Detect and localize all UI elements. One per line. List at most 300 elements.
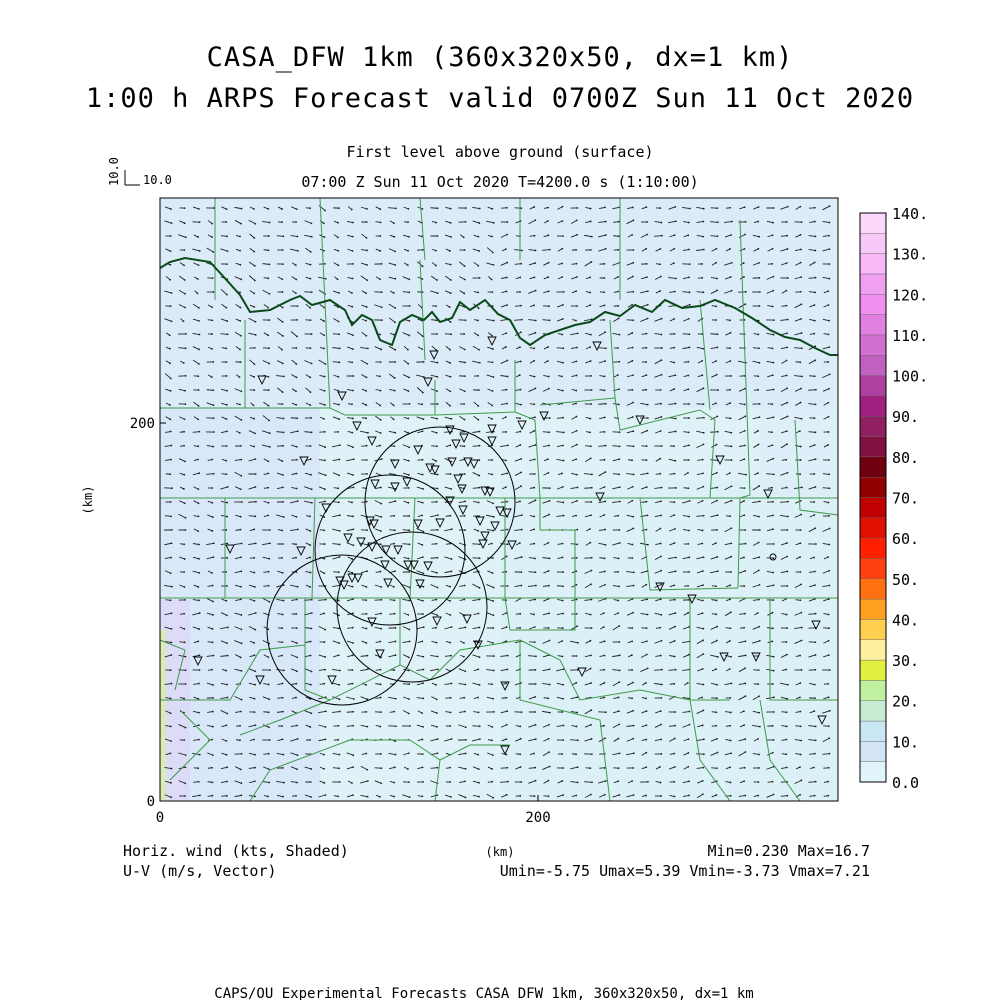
- wind-vector-head: [253, 237, 255, 239]
- wind-vector-head: [688, 459, 690, 461]
- wind-vector-head: [338, 754, 340, 756]
- wind-vector-head: [422, 766, 424, 768]
- wind-vector-head: [715, 319, 717, 321]
- wind-vector-head: [240, 223, 242, 225]
- wind-vector: [710, 222, 718, 223]
- wind-vector-head: [493, 587, 495, 589]
- wind-vector-head: [617, 600, 619, 602]
- wind-vector-head: [520, 389, 522, 391]
- shading-patch: [500, 480, 838, 800]
- wind-vector-head: [632, 416, 634, 418]
- wind-vector-head: [393, 782, 395, 784]
- wind-vector-head: [478, 222, 480, 224]
- wind-vector-head: [395, 207, 397, 209]
- wind-vector-head: [576, 625, 578, 627]
- wind-vector-head: [673, 584, 675, 586]
- wind-vector-head: [352, 446, 354, 448]
- colorbar-bin: [860, 437, 886, 457]
- wind-vector-head: [687, 234, 689, 236]
- colorbar-bin: [860, 376, 886, 396]
- wind-vector-head: [394, 278, 396, 280]
- wind-vector-head: [323, 418, 325, 420]
- wind-vector-head: [562, 304, 564, 306]
- wind-vector-head: [409, 543, 411, 545]
- wind-vector-head: [815, 781, 817, 783]
- wind-vector-head: [786, 627, 788, 629]
- wind-vector-head: [379, 571, 381, 573]
- wind-vector-head: [646, 598, 648, 600]
- wind-vector-head: [773, 696, 775, 698]
- wind-vector-head: [183, 543, 185, 545]
- wind-vector-head: [729, 697, 731, 699]
- wind-vector-head: [282, 235, 284, 237]
- wind-vector-head: [408, 558, 410, 560]
- wind-vector-head: [758, 444, 760, 446]
- wind-vector-head: [814, 641, 816, 643]
- wind-vector-head: [633, 572, 635, 574]
- wind-vector-head: [715, 360, 717, 362]
- wind-vector-head: [577, 739, 579, 741]
- wind-vector-head: [325, 726, 327, 728]
- wind-vector-head: [226, 542, 228, 544]
- wind-vector-head: [772, 515, 774, 517]
- wind-vector-head: [295, 404, 297, 406]
- wind-vector-head: [660, 753, 662, 755]
- wind-vector-head: [631, 780, 633, 782]
- wind-vector-head: [603, 277, 605, 279]
- wind-vector-head: [730, 611, 732, 613]
- wind-vector-head: [660, 543, 662, 545]
- wind-vector-head: [365, 292, 367, 294]
- wind-vector-head: [352, 544, 354, 546]
- wind-vector-head: [311, 488, 313, 490]
- wind-vector-head: [393, 543, 395, 545]
- wind-vector-head: [660, 389, 662, 391]
- wind-vector-head: [605, 248, 607, 250]
- wind-vector-head: [295, 221, 297, 223]
- wind-vector-head: [815, 277, 817, 279]
- wind-vector-head: [183, 613, 185, 615]
- wind-vector-head: [366, 445, 368, 447]
- wind-vector-head: [688, 571, 690, 573]
- wind-vector-head: [618, 458, 620, 460]
- wind-vector-head: [673, 248, 675, 250]
- wind-vector-head: [632, 544, 634, 546]
- wind-vector-head: [183, 474, 185, 476]
- wind-vector-head: [702, 500, 704, 502]
- wind-vector-head: [211, 739, 213, 741]
- wind-vector-head: [282, 767, 284, 769]
- wind-vector-head: [464, 375, 466, 377]
- wind-vector-head: [717, 570, 719, 572]
- wind-vector-head: [197, 767, 199, 769]
- wind-vector-head: [576, 584, 578, 586]
- wind-vector-head: [716, 347, 718, 349]
- wind-vector-head: [184, 207, 186, 209]
- wind-vector-head: [381, 291, 383, 293]
- wind-vector-head: [547, 360, 549, 362]
- wind-vector-head: [759, 529, 761, 531]
- wind-vector-head: [211, 767, 213, 769]
- wind-vector: [430, 208, 437, 209]
- wind-vector-head: [268, 601, 270, 603]
- wind-vector-head: [647, 290, 649, 292]
- wind-vector-head: [689, 208, 691, 210]
- wind-vector-head: [715, 262, 717, 264]
- colorbar-bin: [860, 640, 886, 660]
- wind-vector: [711, 236, 718, 237]
- wind-vector-head: [492, 600, 494, 602]
- wind-vector-head: [827, 361, 829, 363]
- wind-vector-head: [815, 458, 817, 460]
- wind-vector-head: [535, 683, 537, 685]
- wind-vector-head: [773, 711, 775, 713]
- wind-vector-head: [492, 572, 494, 574]
- wind-vector-head: [673, 781, 675, 783]
- wind-vector-head: [562, 600, 564, 602]
- wind-vector-head: [617, 249, 619, 251]
- wind-vector-head: [253, 208, 255, 210]
- wind-vector-head: [478, 459, 480, 461]
- wind-vector-head: [757, 389, 759, 391]
- wind-vector-head: [716, 640, 718, 642]
- wind-vector-head: [451, 528, 453, 530]
- wind-vector-head: [646, 459, 648, 461]
- wind-vector-head: [268, 249, 270, 251]
- wind-vector-head: [253, 642, 255, 644]
- wind-vector: [598, 446, 605, 447]
- wind-vector-head: [211, 236, 213, 238]
- wind-vector-head: [563, 515, 565, 517]
- wind-vector-head: [759, 640, 761, 642]
- wind-vector-head: [380, 683, 382, 685]
- wind-vector-head: [771, 263, 773, 265]
- wind-vector-head: [380, 503, 382, 505]
- wind-vector-head: [296, 656, 298, 658]
- wind-vector-head: [409, 320, 411, 322]
- wind-vector: [682, 292, 689, 293]
- wind-vector-head: [674, 206, 676, 208]
- wind-vector-head: [562, 318, 564, 320]
- wind-vector-head: [814, 250, 816, 252]
- wind-vector-head: [799, 473, 801, 475]
- wind-vector-head: [268, 698, 270, 700]
- wind-vector-head: [688, 431, 690, 433]
- wind-vector-head: [338, 418, 340, 420]
- wind-vector-head: [787, 319, 789, 321]
- wind-vector-head: [199, 669, 201, 671]
- wind-vector-head: [351, 669, 353, 671]
- wind-vector-head: [772, 781, 774, 783]
- wind-vector-head: [437, 488, 439, 490]
- wind-vector-head: [829, 373, 831, 375]
- wind-vector-head: [575, 682, 577, 684]
- wind-vector-head: [394, 599, 396, 601]
- wind-vector-head: [617, 515, 619, 517]
- wind-vector-head: [226, 263, 228, 265]
- wind-vector-head: [183, 249, 185, 251]
- wind-vector-head: [799, 556, 801, 558]
- shaded-legend: Horiz. wind (kts, Shaded): [123, 842, 349, 860]
- wind-vector-head: [717, 389, 719, 391]
- wind-vector-head: [520, 263, 522, 265]
- wind-vector-head: [506, 403, 508, 405]
- wind-vector-head: [660, 403, 662, 405]
- wind-vector-head: [171, 542, 173, 544]
- wind-vector-head: [436, 712, 438, 714]
- wind-vector-head: [731, 221, 733, 223]
- wind-vector-head: [435, 599, 437, 601]
- wind-vector-head: [787, 277, 789, 279]
- wind-vector-head: [814, 207, 816, 209]
- wind-vector-head: [689, 263, 691, 265]
- wind-vector-head: [604, 416, 606, 418]
- wind-vector-head: [365, 404, 367, 406]
- wind-vector-head: [463, 642, 465, 644]
- wind-vector-head: [479, 656, 481, 658]
- wind-vector-head: [562, 417, 564, 419]
- wind-vector-head: [729, 598, 731, 600]
- wind-vector-head: [240, 570, 242, 572]
- wind-vector: [668, 670, 675, 671]
- wind-vector-head: [604, 529, 606, 531]
- wind-vector-head: [506, 304, 508, 306]
- wind-vector-head: [381, 306, 383, 308]
- wind-vector-head: [240, 445, 242, 447]
- wind-vector-head: [170, 235, 172, 237]
- wind-vector-head: [309, 739, 311, 741]
- wind-vector-head: [772, 752, 774, 754]
- wind-vector-head: [618, 641, 620, 643]
- wind-vector-head: [534, 276, 536, 278]
- wind-vector-head: [535, 388, 537, 390]
- wind-vector-head: [828, 737, 830, 739]
- wind-vector-head: [199, 221, 201, 223]
- wind-vector-head: [239, 236, 241, 238]
- wind-vector-head: [450, 655, 452, 657]
- wind-vector-head: [169, 419, 171, 421]
- y-axis-label: (km): [81, 485, 95, 515]
- wind-vector-head: [171, 586, 173, 588]
- wind-vector-head: [562, 613, 564, 615]
- wind-vector-head: [675, 403, 677, 405]
- wind-vector-head: [394, 613, 396, 615]
- wind-vector-head: [731, 485, 733, 487]
- wind-vector-head: [729, 360, 731, 362]
- wind-vector-head: [674, 333, 676, 335]
- level-description: First level above ground (surface): [346, 143, 654, 161]
- colorbar-label: 50.: [892, 570, 920, 589]
- wind-vector-head: [715, 794, 717, 796]
- wind-vector-head: [814, 684, 816, 686]
- wind-vector-head: [702, 600, 704, 602]
- wind-vector-head: [226, 766, 228, 768]
- wind-vector-head: [198, 405, 200, 407]
- wind-vector-head: [339, 670, 341, 672]
- wind-vector-head: [744, 795, 746, 797]
- wind-vector-head: [211, 333, 213, 335]
- wind-vector-head: [674, 766, 676, 768]
- wind-vector-head: [801, 487, 803, 489]
- wind-vector-head: [240, 335, 242, 337]
- wind-vector-head: [828, 278, 830, 280]
- wind-vector-head: [170, 459, 172, 461]
- wind-vector-head: [800, 388, 802, 390]
- wind-vector-head: [464, 684, 466, 686]
- wind-vector-head: [451, 683, 453, 685]
- wind-vector-head: [562, 543, 564, 545]
- wind-vector-head: [772, 234, 774, 236]
- wind-vector-head: [703, 432, 705, 434]
- wind-vector-head: [449, 349, 451, 351]
- wind-vector-head: [381, 458, 383, 460]
- wind-vector-head: [226, 235, 228, 237]
- wind-vector-head: [758, 516, 760, 518]
- wind-vector-head: [297, 586, 299, 588]
- wind-vector-head: [337, 795, 339, 797]
- wind-vector-head: [422, 556, 424, 558]
- wind-vector-head: [506, 291, 508, 293]
- wind-vector-head: [773, 557, 775, 559]
- wind-vector-head: [379, 796, 381, 798]
- wind-vector-head: [799, 766, 801, 768]
- wind-vector-head: [212, 628, 214, 630]
- wind-vector-head: [534, 458, 536, 460]
- wind-vector-head: [464, 529, 466, 531]
- wind-vector-head: [535, 250, 537, 252]
- wind-vector-head: [562, 206, 564, 208]
- wind-vector-head: [647, 304, 649, 306]
- wind-vector-head: [393, 669, 395, 671]
- wind-vector-head: [520, 404, 522, 406]
- wind-vector-head: [211, 572, 213, 574]
- wind-vector-head: [829, 222, 831, 224]
- wind-vector-head: [787, 684, 789, 686]
- wind-vector-head: [535, 655, 537, 657]
- wind-vector-head: [520, 207, 522, 209]
- wind-vector-head: [576, 712, 578, 714]
- wind-vector-head: [773, 656, 775, 658]
- wind-vector-head: [198, 739, 200, 741]
- wind-vector-head: [436, 572, 438, 574]
- wind-vector: [809, 278, 816, 279]
- wind-vector: [626, 446, 633, 447]
- wind-vector-head: [631, 697, 633, 699]
- wind-vector-head: [743, 514, 745, 516]
- wind-vector-head: [366, 208, 368, 210]
- wind-vector-head: [590, 514, 592, 516]
- wind-vector-head: [296, 336, 298, 338]
- wind-vector-head: [618, 738, 620, 740]
- wind-vector-head: [268, 363, 270, 365]
- wind-vector-head: [255, 612, 257, 614]
- wind-vector-head: [449, 725, 451, 727]
- wind-vector-head: [632, 374, 634, 376]
- wind-vector-head: [437, 656, 439, 658]
- wind-vector-head: [170, 796, 172, 798]
- wind-vector-head: [212, 446, 214, 448]
- wind-vector-head: [534, 767, 536, 769]
- wind-vector-head: [367, 348, 369, 350]
- wind-vector-head: [198, 544, 200, 546]
- wind-vector-head: [506, 724, 508, 726]
- wind-vector-head: [743, 276, 745, 278]
- wind-vector-head: [323, 782, 325, 784]
- wind-vector-head: [507, 781, 509, 783]
- wind-vector-head: [506, 234, 508, 236]
- wind-vector-head: [338, 654, 340, 656]
- wind-vector-head: [169, 473, 171, 475]
- wind-vector-head: [799, 655, 801, 657]
- wind-vector-head: [254, 629, 256, 631]
- wind-vector-head: [311, 291, 313, 293]
- wind-vector-head: [813, 557, 815, 559]
- wind-vector-head: [632, 767, 634, 769]
- wind-vector-head: [254, 363, 256, 365]
- wind-vector-head: [716, 374, 718, 376]
- wind-vector-head: [352, 375, 354, 377]
- wind-vector-head: [813, 473, 815, 475]
- wind-vector-head: [477, 320, 479, 322]
- wind-vector-head: [814, 444, 816, 446]
- wind-vector-head: [211, 669, 213, 671]
- wind-vector-head: [296, 488, 298, 490]
- wind-vector-head: [771, 431, 773, 433]
- wind-vector-head: [423, 361, 425, 363]
- wind-vector-head: [171, 320, 173, 322]
- wind-vector-head: [575, 753, 577, 755]
- wind-vector-head: [828, 654, 830, 656]
- wind-vector: [249, 516, 256, 517]
- wind-vector-head: [534, 669, 536, 671]
- wind-vector-head: [338, 767, 340, 769]
- wind-vector-head: [549, 712, 551, 714]
- wind-vector-head: [324, 446, 326, 448]
- colorbar-bin: [860, 558, 886, 578]
- wind-vector-head: [772, 725, 774, 727]
- wind-vector-head: [197, 488, 199, 490]
- wind-vector-head: [170, 752, 172, 754]
- wind-vector-head: [535, 290, 537, 292]
- wind-vector-head: [423, 626, 425, 628]
- wind-vector-head: [786, 430, 788, 432]
- wind-vector-head: [786, 711, 788, 713]
- wind-vector-head: [394, 432, 396, 434]
- wind-vector-head: [660, 710, 662, 712]
- wind-vector-head: [268, 347, 270, 349]
- wind-vector-head: [366, 628, 368, 630]
- wind-vector-head: [323, 516, 325, 518]
- wind-vector-head: [477, 754, 479, 756]
- wind-vector-head: [253, 292, 255, 294]
- wind-vector-head: [423, 669, 425, 671]
- wind-vector-head: [800, 291, 802, 293]
- wind-vector-head: [589, 418, 591, 420]
- wind-vector-head: [366, 363, 368, 365]
- wind-vector-head: [519, 501, 521, 503]
- wind-vector-head: [743, 557, 745, 559]
- wind-vector-head: [464, 670, 466, 672]
- wind-vector-head: [254, 280, 256, 282]
- wind-vector-head: [337, 487, 339, 489]
- wind-vector-head: [506, 277, 508, 279]
- wind-vector-head: [239, 320, 241, 322]
- wind-vector-head: [338, 292, 340, 294]
- wind-vector-head: [464, 585, 466, 587]
- wind-vector-head: [814, 304, 816, 306]
- wind-vector-head: [268, 571, 270, 573]
- wind-vector-head: [703, 753, 705, 755]
